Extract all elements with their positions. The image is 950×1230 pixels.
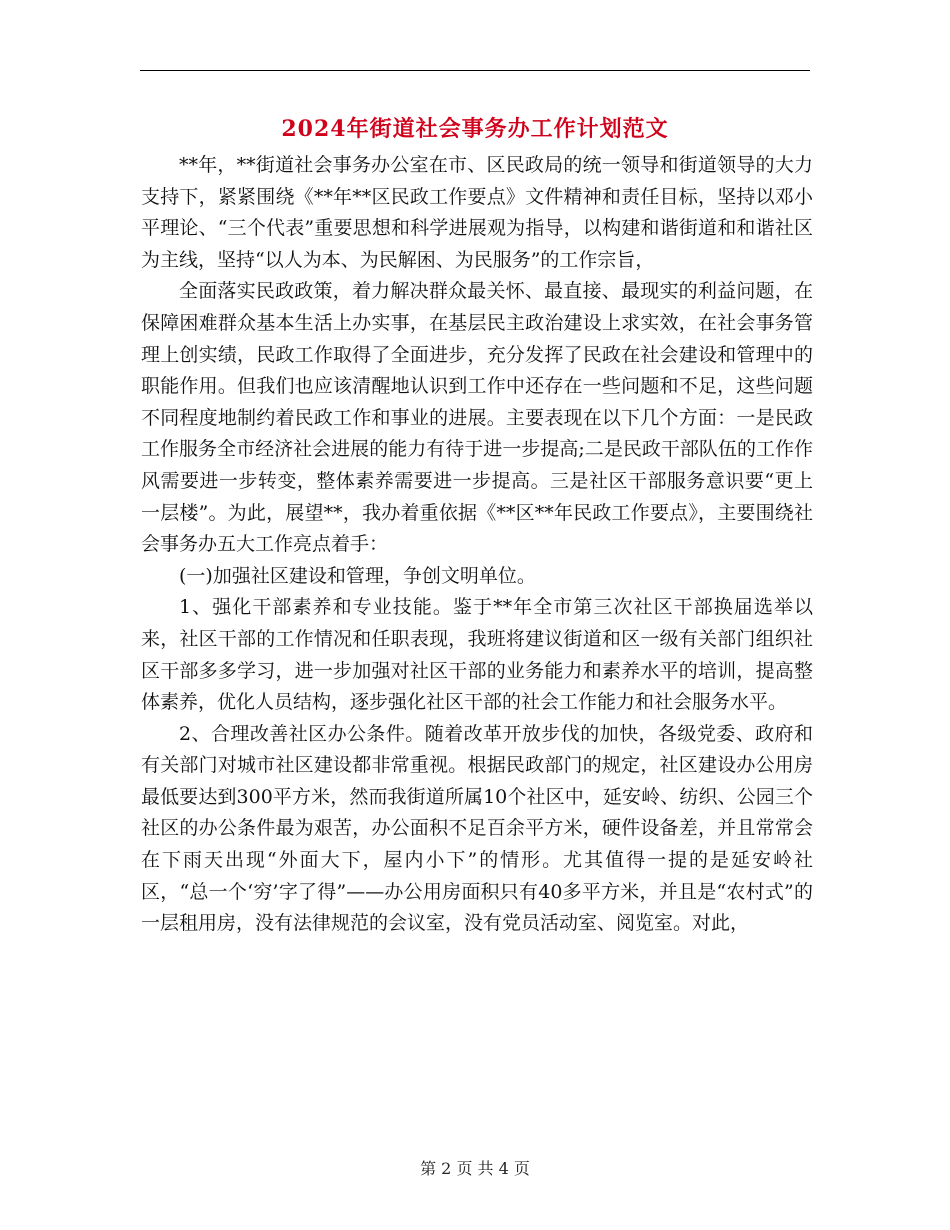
paragraph-intro: **年，**街道社会事务办公室在市、区民政局的统一领导和街道领导的大力支持下，紧紧围绕《**年**区民政工作要点》文件精神和责任目标，坚持以邓小平理论、“三个代表”重要思想和科学进展观为指导，以构建和谐街道和和谐社区为主线，坚持“以人为本、为民解困、为民服务”的工作宗旨， [141,154,813,271]
paragraph-item-2: 2、合理改善社区办公条件。随着改革开放步伐的加快，各级党委、政府和有关部门对城市社区建设都非常重视。根据民政部门的规定，社区建设办公用房最低要达到300平方米，然而我街道所属10个社区中，延安岭、纺织、公园三个社区的办公条件最为艰苦，办公面积不足百余平方米，硬件设备差，并且常常会在下雨天出现“外面大下，屋内小下”的情形。尤其值得一提的是延安岭社区，“总一个‘穷’字了得”——办公用房面积只有40多平方米，并且是“农村式”的一层租用房，没有法律规范的会议室，没有党员活动室、阅览室。对此， [141,722,813,935]
paragraph-section-heading: (一)加强社区建设和管理，争创文明单位。 [179,564,536,587]
page-number: 第 2 页 共 4 页 [420,1159,530,1178]
paragraph-summary: 全面落实民政政策，着力解决群众最关怀、最直接、最现实的利益问题，在保障困难群众基本生活上办实事，在基层民主政治建设上求实效，在社会事务管理上创实绩，民政工作取得了全面进步，充分发挥了民政在社会建设和管理中的职能作用。但我们也应该清醒地认识到工作中还存在一些问题和不足，这些问题不同程度地制约着民政工作和事业的进展。主要表现在以下几个方面：一是民政工作服务全市经济社会进展的能力有待于进一步提高;二是民政干部队伍的工作作风需要进一步转变，整体素养需要进一步提高。三是社区干部服务意识要“更上一层楼”。为此，展望**，我办着重依据《**区**年民政工作要点》，主要围绕社会事务办五大工作亮点着手： [141,280,813,556]
header-rule [140,70,810,71]
paragraph-item-1: 1、强化干部素养和专业技能。鉴于**年全市第三次社区干部换届选举以来，社区干部的工作情况和任职表现，我班将建议街道和区一级有关部门组织社区干部多多学习，进一步加强对社区干部的业务能力和素养水平的培训，提高整体素养，优化人员结构，逐步强化社区干部的社会工作能力和社会服务水平。 [141,596,813,714]
document-title: 2024年街道社会事务办工作计划范文 [281,116,669,142]
document-body [141,150,813,940]
